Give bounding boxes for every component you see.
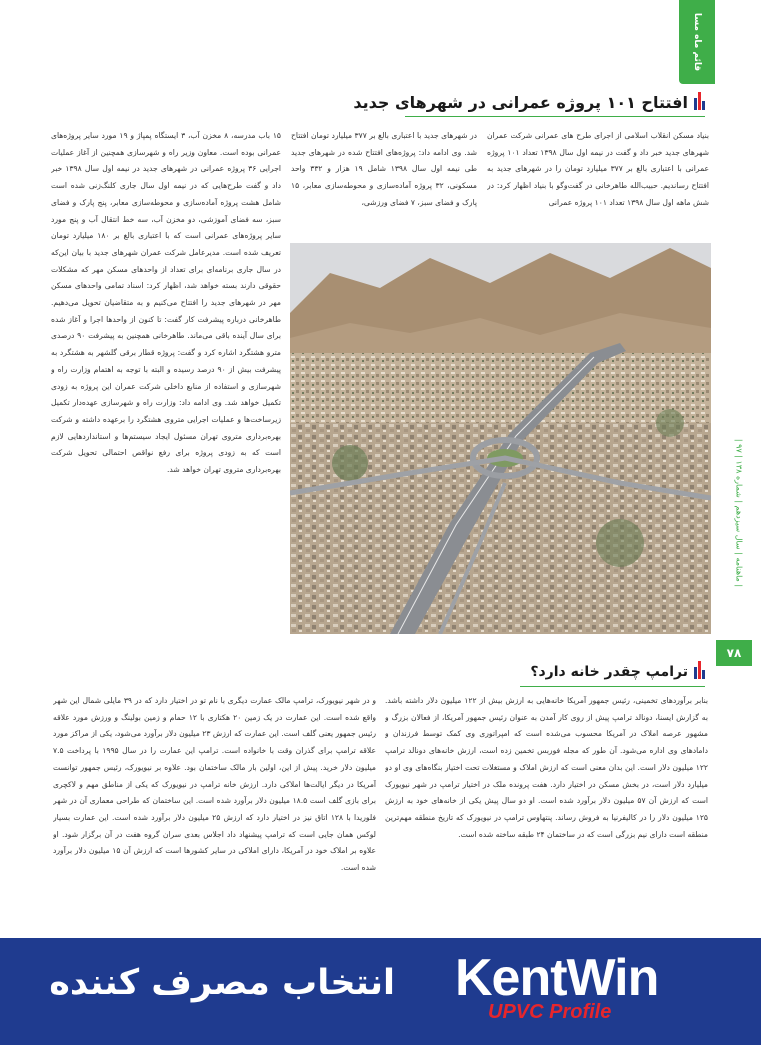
article1-col-mid: در شهرهای جدید با اعتباری بالغ بر ۳۷۷ میلیارد تومان افتتاح شد. وی ادامه داد: پروژه‌های افتتاح شده در شهرهای جدید طی نیمه اول سال ۱۳۹۸ شامل ۱۹ هزار و ۳۳۲ واحد مسکونی، ۳۲ پروژه آماده‌سازی و محوطه‌سازی معابر، ۱۵ پارک و فضای سبز، ۷ فضای ورزشی، bbox=[291, 131, 477, 207]
article2-title-rule bbox=[520, 686, 705, 687]
magazine-tab bbox=[679, 0, 715, 84]
article1-title-rule bbox=[405, 116, 705, 117]
ad-slogan: انتخاب مصرف کننده bbox=[49, 963, 395, 1003]
bar-chart-icon bbox=[694, 661, 706, 679]
ad-brand-subtitle: UPVC Profile bbox=[488, 1001, 612, 1023]
article2-col-left: و در شهر نیویورک، ترامپ مالک عمارت دیگری با نام تو در اختیار دارد که در ۳۹ مایلی شمال این شهر واقع شده است. این عمارت در یک زمین ۲۰ هکتاری با ۱۲ حمام و زمین بولینگ و ورزش مورد علاقه رئیس جمهور یعنی گلف است. این عمارت که ارزش ۲۳ میلیون دلار برآورد می‌شود، یکی از مراکز مورد علاقه ترامپ برای گذران وقت با خانواده است. ترامپ این عمارت را در سال ۱۹۹۵ با پرداخت ۷.۵ میلیون دلار خرید. پیش از این، اولین بار مالک ساختمان بود. علاوه بر نیویورک، رئیس جمهور توانست آمریکا در دیگر ایالت‌ها املاکی دارد. ارزش خانه ترامپ در نیویورک که یکی از مناطق مهم و لاکچری برای بازی گلف است ۱۸.۵ میلیون دلار برآورد شده است. این ساختمان که طراحی معماری آن در شهر فلوریدا با ۱۲۸ اتاق نیز در اختیار دارد که ارزش ۲۵ میلیون دلار برآورد شده است. این عمارت بسیار لوکس همان جایی است که ترامپ پیشنهاد داد اجلاس بعدی سران گروه هفت در آن برگزار شود. او علاوه بر املاک خود در آمریکا، دارای املاکی در سایر کشورها است که ارزش آن ۱۵ میلیون دلار برآورد شده است. bbox=[53, 696, 376, 873]
bar-chart-icon bbox=[694, 92, 706, 110]
kentwin-ad-banner[interactable] bbox=[0, 938, 761, 1045]
article1-col-right: بنیاد مسکن انقلاب اسلامی از اجرای طرح های عمرانی شرکت عمران شهرهای جدید خبر داد و گفت در نیمه اول سال ۱۳۹۸ تعداد ۱۰۱ پروژه عمرانی با اعتباری بالغ بر ۳۷۷ میلیارد تومان را در شهرهای جدید به افتتاح رساندیم. حبیب‌الله طاهرخانی در گفت‌وگو با بنیاد اظهار کرد: در شش ماهه اول سال ۱۳۹۸ تعداد ۱۰۱ پروژه عمرانی bbox=[487, 131, 709, 207]
article1-col-left: ۱۵ باب مدرسه، ۸ مخزن آب، ۳ ایستگاه پمپاژ و ۱۹ مورد سایر پروژه‌های عمرانی بوده است. معاون وزیر راه و شهرسازی همچنین از آغاز عملیات اجرایی ۳۶ پروژه عمرانی در شهرهای جدید در نیمه اول سال ۱۳۹۸ خبر داد و گفت طرح‌هایی که در نیمه اول سال جاری کلنگ‌زنی شده است شامل هشت پروژه آماده‌سازی و محوطه‌سازی معابر، پنج پارک و فضای سبز، سه فضای آموزشی، دو مخزن آب، سه خط انتقال آب و پنج مورد سایر پروژه‌های عمرانی است که با اعتباری بالغ بر ۱۸۰ میلیارد تومان تعریف شده است. مدیرعامل شرکت عمران شهرهای جدید با بیان این‌که در سال جاری برنامه‌ای برای تعداد از واحدهای مسکن مهر که مشکلات حقوقی دارند بسته خواهد شد، اظهار کرد: اسناد تمامی واحدهای مسکن مهر در شهرهای جدید را افتتاح می‌کنیم و به متقاضیان تحویل می‌دهیم. طاهرخانی درباره پیشرفت کار گفت: تا کنون از واحدها اجرا و آغاز شده برای سال آینده باقی می‌ماند. طاهرخانی همچنین به پیشرفت ۹۰ درصدی مترو هشتگرد اشاره کرد و گفت: پروژه قطار برقی گلشهر به هشتگرد به پیشرفت بیش از ۹۰ درصد رسیده و البته با توجه به اهتمام وزارت راه و شهرسازی و استفاده از منابع داخلی شرکت عمران این پروژه به زودی تکمیل خواهد شد. وی ادامه داد: وزارت راه و شهرسازی عهده‌دار تکمیل زیرساخت‌ها و عملیات اجرایی متروی هشتگرد را برعهده داشته و شرکت بهره‌برداری متروی تهران مسئول ایجاد سیستم‌ها و استانداردهایی لازم است که به زودی پروژه برای رفع نواقص احتمالی تحویل شرکت بهره‌برداری متروی تهران خواهد شد. bbox=[51, 131, 281, 475]
side-strip bbox=[727, 385, 751, 640]
article1-title: افتتاح ۱۰۱ پروژه عمرانی در شهرهای جدید bbox=[353, 93, 688, 112]
magazine-tab-label: قائم ماه مسا bbox=[692, 12, 702, 72]
article2-title: ترامپ چقدر خانه دارد؟ bbox=[530, 664, 688, 680]
ad-brand-logo: KentWin bbox=[455, 949, 659, 1007]
page-number: ۷۸ bbox=[716, 640, 752, 666]
side-strip-text: | ماهنامه | سال سیزدهم | شماره ۱۳۸ | ۹۷ | bbox=[734, 438, 744, 587]
article2-col-right: بنابر برآوردهای تخمینی، رئیس جمهور آمریکا خانه‌هایی به ارزش بیش از ۱۲۲ میلیون دلار داشته باشد. به گزارش ایسنا، دونالد ترامپ پیش از روی کار آمدن به عنوان رئیس جمهور آمریکا، از فعالان بزرگ و مشهور عرصه املاک در آمریکا محسوب می‌شده است که امپراتوری وی کمک توسط فرزندان و دامادهای وی اداره می‌شود. آن طور که مجله فوربس تخمین زده است، ارزش خانه‌های دونالد ترامپ ۱۲۲ میلیون دلار است. این بدان معنی است که ارزش املاک و مستغلات تحت اختیار بنگاه‌های وی او دو میلیارد دلار است، در بخش مسکن در اختیار دارد. هفت پرونده ملک در اختیار ترامپ در شهر نیویورک است که ارزش آن ۵۷ میلیون دلار برآورد شده است. او دو سال پیش یکی از خانه‌های خود به ارزش ۱۲۵ میلیون دلار را در کالیفرنیا به فروش رساند. پنتهاوس ترامپ در نیویورک که تاریخ منطقه مهم‌ترین منطقه است دارای نیم‌ بزرگی است که در ساختمان ۲۴ طبقه ساخته شده است. bbox=[385, 696, 708, 839]
aerial-city-photo bbox=[290, 243, 711, 634]
